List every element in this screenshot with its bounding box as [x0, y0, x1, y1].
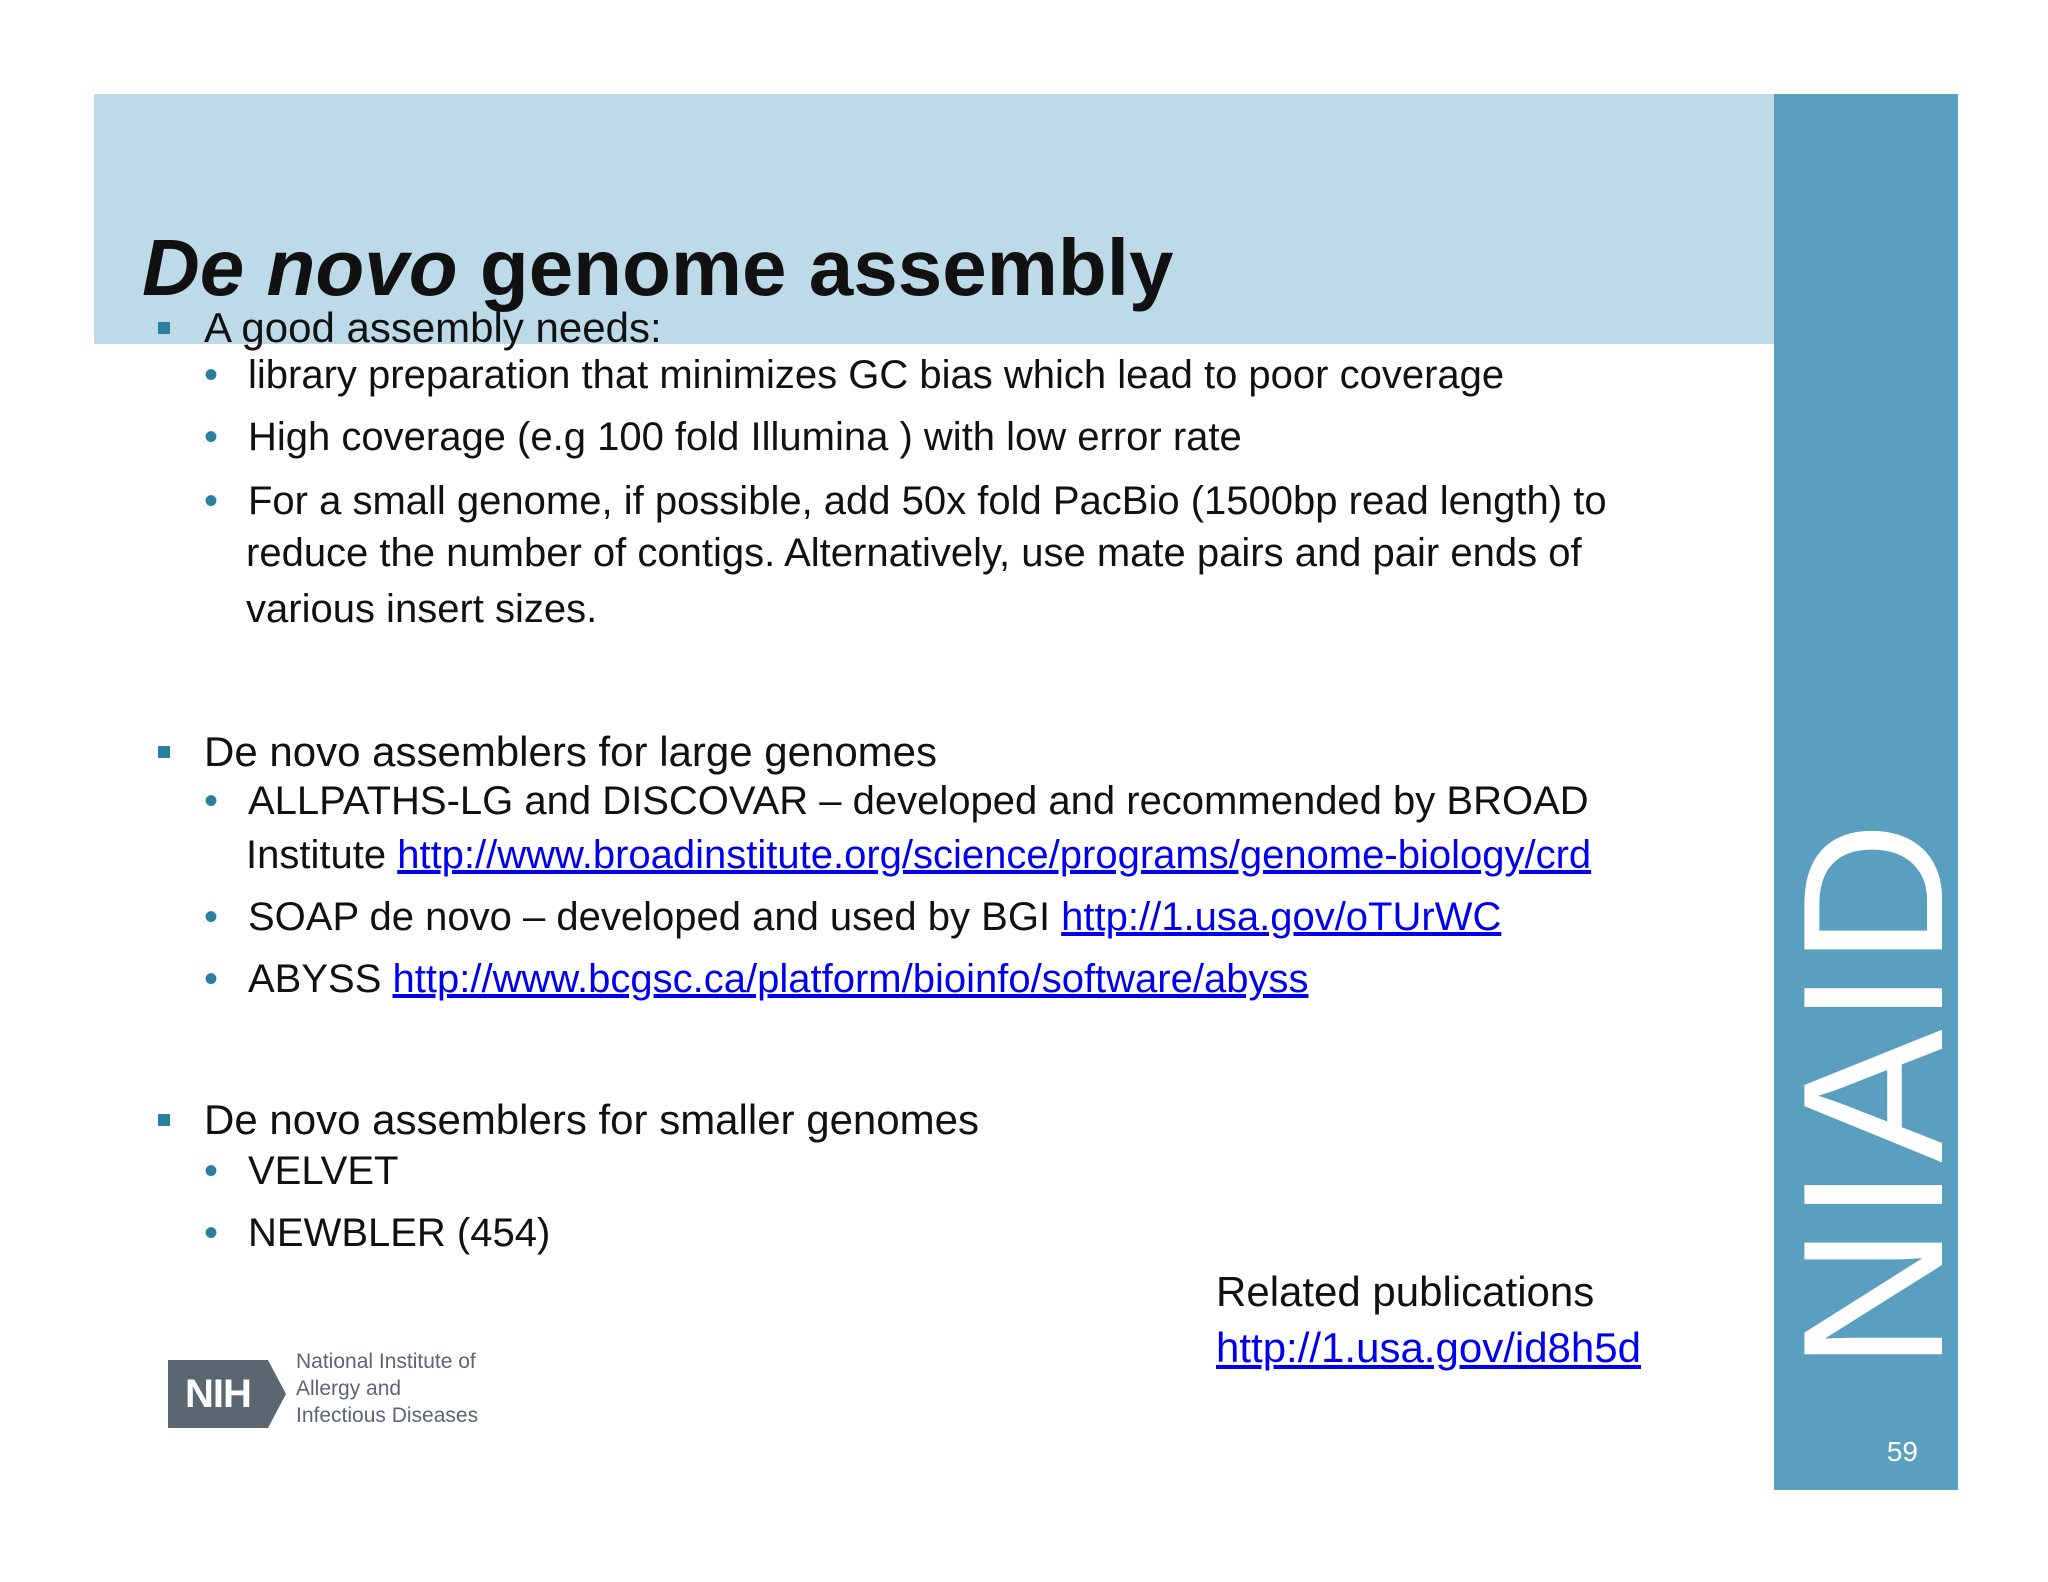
right-brand-band — [1762, 94, 1985, 1490]
round-bullet-icon: • — [204, 957, 219, 1001]
list-item-text: ALLPATHS-LG and DISCOVAR – developed and recommended by BROAD — [248, 779, 1589, 823]
round-bullet-icon: • — [204, 415, 219, 459]
section-heading — [204, 1092, 979, 1148]
list-item-text: various insert sizes. — [246, 587, 598, 631]
square-bullet-icon — [158, 746, 170, 758]
list-item — [204, 952, 1309, 1006]
list-item-text: reduce the number of contigs. Alternatively, use mate pairs and pair ends of — [246, 531, 1582, 575]
list-item — [204, 1206, 551, 1260]
nih-chevron-icon — [268, 1360, 286, 1428]
round-bullet-icon: • — [204, 1149, 219, 1193]
title-italic-part: De novo — [142, 223, 458, 312]
list-item — [204, 348, 1505, 402]
list-item-text: High coverage (e.g 100 fold Illumina ) with low error rate — [248, 415, 1242, 459]
nih-logo-line: National Institute of — [296, 1350, 476, 1373]
section-heading — [204, 724, 937, 780]
section-heading-text: De novo assemblers for large genomes — [204, 728, 938, 775]
broad-institute-link[interactable]: http://www.broadinstitute.org/science/programs/genome-biology/crd — [397, 833, 1592, 877]
round-bullet-icon: • — [204, 895, 219, 939]
round-bullet-icon: • — [204, 779, 219, 823]
related-publications — [1216, 1264, 1641, 1376]
soap-link[interactable]: http://1.usa.gov/oTUrWC — [1061, 895, 1502, 939]
list-item-text: ABYSS — [248, 957, 393, 1001]
related-publications-link[interactable]: http://1.usa.gov/id8h5d — [1216, 1324, 1641, 1371]
title-rest-part: genome assembly — [457, 223, 1174, 312]
list-item — [204, 774, 1589, 828]
list-item — [204, 890, 1502, 944]
round-bullet-icon: • — [204, 1211, 219, 1255]
nih-logo-line: Infectious Diseases — [296, 1404, 479, 1427]
section-heading-text: A good assembly needs: — [204, 304, 662, 351]
list-item-text: Institute — [246, 833, 398, 877]
list-item — [204, 410, 1242, 464]
list-item-text: library preparation that minimizes GC bias which lead to poor coverage — [248, 353, 1505, 397]
square-bullet-icon — [158, 322, 170, 334]
nih-logo-box: NIH — [168, 1360, 268, 1428]
niaid-logo: NIAID — [1762, 817, 1985, 1371]
section-heading-text: De novo assemblers for smaller genomes — [204, 1096, 979, 1143]
list-item-continuation — [246, 582, 597, 636]
list-item-continuation — [246, 526, 1582, 580]
page-number: 59 — [1886, 1436, 1918, 1467]
list-item-text: SOAP de novo – developed and used by BGI — [248, 895, 1062, 939]
list-item-text: VELVET — [248, 1149, 399, 1193]
list-item-text: NEWBLER (454) — [248, 1211, 551, 1255]
list-item-text: For a small genome, if possible, add 50x fold PacBio (1500bp read length) to — [248, 479, 1607, 523]
list-item — [204, 474, 1607, 528]
related-publications-label: Related publications — [1216, 1268, 1595, 1315]
round-bullet-icon: • — [204, 353, 219, 397]
list-item — [204, 1144, 399, 1198]
nih-logo-line: Allergy and — [296, 1377, 402, 1400]
slide — [94, 94, 1985, 1490]
round-bullet-icon: • — [204, 479, 219, 523]
abyss-link[interactable]: http://www.bcgsc.ca/platform/bioinfo/software/abyss — [392, 957, 1309, 1001]
square-bullet-icon — [158, 1114, 170, 1126]
nih-logo-text — [296, 1348, 478, 1429]
nih-logo — [168, 1352, 498, 1432]
list-item-continuation — [246, 828, 1591, 882]
